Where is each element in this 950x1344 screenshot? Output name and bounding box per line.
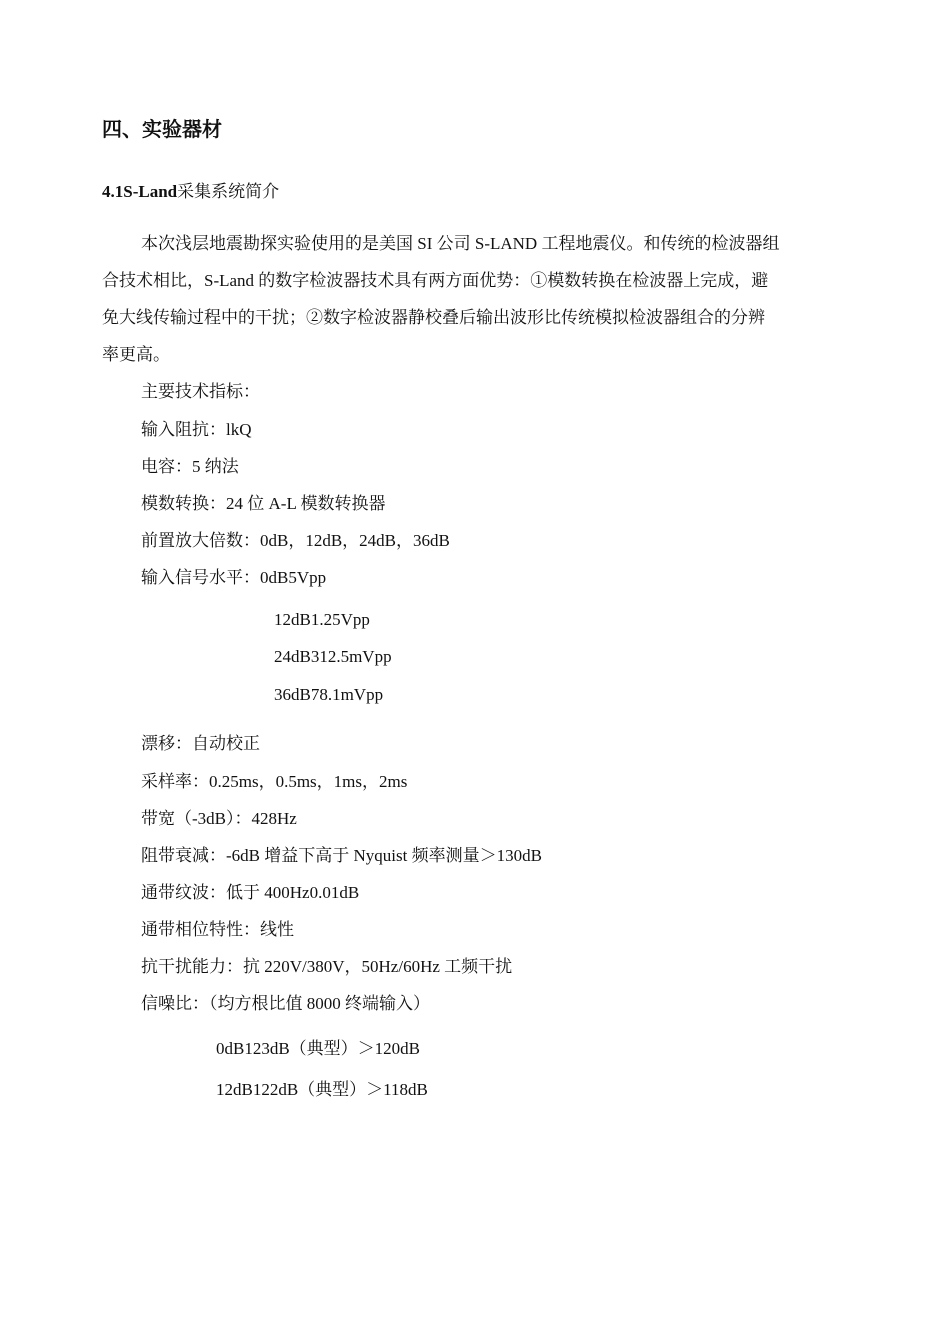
spec-input-impedance: 输入阻抗：lkQ (141, 420, 252, 439)
spec-snr-0db: 0dB123dB（典型）＞120dB (216, 1039, 421, 1058)
subsection-text: 采集系统简介 (177, 182, 280, 201)
spec-input-level-24db: 24dB312.5mVpp (274, 647, 392, 666)
intro-line-2: 合技术相比，S-Land 的数字检波器技术具有两方面优势：①模数转换在检波器上完成，避 (102, 271, 769, 290)
spec-input-level: 输入信号水平：0dB5Vpp (141, 568, 327, 587)
spec-stopband: 阻带衰减：-6dB 增益下高于 Nyquist 频率测量＞130dB (141, 846, 542, 865)
specs-heading: 主要技术指标： (141, 382, 260, 401)
intro-line-3: 免大线传输过程中的干扰；②数字检波器静校叠后输出波形比传统模拟检波器组合的分辨 (102, 308, 765, 327)
subsection-number: 4.1S-Land (102, 182, 178, 201)
intro-line-1: 本次浅层地震勘探实验使用的是美国 SI 公司 S-LAND 工程地震仪。和传统的检波器组 (141, 234, 780, 253)
spec-adc: 模数转换：24 位 A-L 模数转换器 (141, 494, 386, 513)
spec-snr-12db: 12dB122dB（典型）＞118dB (216, 1080, 428, 1099)
section-title: 四、实验器材 (102, 117, 222, 141)
spec-drift: 漂移：自动校正 (141, 734, 260, 753)
intro-line-4: 率更高。 (102, 345, 170, 364)
spec-passband-ripple: 通带纹波：低于 400Hz0.01dB (141, 883, 360, 902)
spec-preamp-gain: 前置放大倍数：0dB，12dB，24dB，36dB (141, 531, 450, 550)
subsection-title (102, 181, 279, 203)
spec-passband-phase: 通带相位特性：线性 (141, 920, 294, 939)
spec-capacitance: 电容：5 纳法 (141, 457, 239, 476)
spec-input-level-36db: 36dB78.1mVpp (274, 685, 384, 704)
spec-sample-rate: 采样率：0.25ms，0.5ms，1ms，2ms (141, 772, 408, 791)
spec-bandwidth: 带宽（-3dB）：428Hz (141, 809, 297, 828)
spec-snr: 信噪比：（均方根比值 8000 终端输入） (141, 994, 430, 1013)
spec-interference: 抗干扰能力：抗 220V/380V，50Hz/60Hz 工频干扰 (141, 957, 513, 976)
spec-input-level-12db: 12dB1.25Vpp (274, 610, 370, 629)
